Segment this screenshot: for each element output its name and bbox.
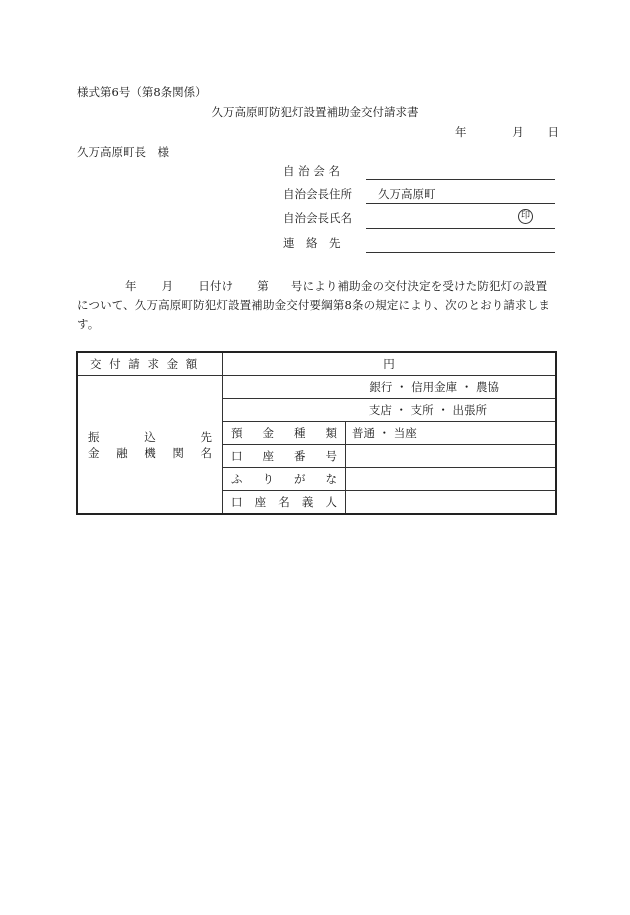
statement-month: 月 [161,279,174,293]
label-char: 関 [172,445,184,460]
request-statement [77,277,557,334]
bank-destination-label [77,376,223,515]
furigana-value[interactable] [346,468,557,491]
label-char: 座 [262,449,274,463]
field-label-association-name: 自 治 会 名 [283,164,340,178]
underline [366,252,555,253]
date-line [455,124,559,140]
label-char: 融 [116,445,128,460]
amount-label-value: 交 付 請 求 金 額 [90,357,200,371]
field-label-president-name: 自治会長氏名 [283,211,352,225]
date-year: 年 [455,125,467,139]
statement-rest: 号により補助金の交付決定を受けた防犯灯の設置について、久万高原町防犯灯設置補助金交付要綱第8条の規定により、次のとおり請求します。 [77,279,551,331]
amount-label-text [84,356,216,372]
label-char: 番 [294,449,306,463]
label-char: 号 [325,449,337,463]
bank-label-line2 [84,445,216,461]
account-number-value[interactable] [346,445,557,468]
statement-dated: 日付け [198,279,234,293]
label-char: 振 [88,429,100,444]
label-char: 義 [301,495,314,509]
field-value-president-address[interactable]: 久万高原町 [378,187,436,201]
label-char: が [294,472,306,486]
bank-types: 銀行 ・ 信用金庫 ・ 農協 [369,380,499,394]
amount-unit: 円 [383,357,395,371]
label-char: 預 [231,426,243,440]
label-char: 先 [200,429,212,444]
bank-label-line1 [84,429,216,445]
account-number-label [223,445,346,468]
amount-cell[interactable] [223,352,557,376]
label-char: り [262,472,274,486]
account-holder-value[interactable] [346,491,557,515]
furigana-label [223,468,346,491]
statement-no-prefix: 第 [257,279,269,293]
label-char: 金 [88,445,100,460]
label-char: 類 [325,426,337,440]
label-char: 込 [144,429,156,444]
label-char: 口 [231,495,243,509]
form-number: 様式第6号（第8条関係） [77,85,207,99]
label-char: 種 [294,426,306,440]
document-title: 久万高原町防犯灯設置補助金交付請求書 [211,105,419,119]
field-label-president-address: 自治会長住所 [283,187,352,201]
table-row [77,352,556,376]
field-label-contact: 連 絡 先 [283,236,341,250]
label-char: 口 [231,449,243,463]
date-day: 日 [547,125,559,139]
label-char: 名 [200,445,212,460]
account-holder-label [223,491,346,515]
label-char: 金 [262,426,274,440]
amount-label [77,352,223,376]
underline [366,228,555,229]
label-char: な [325,472,337,486]
statement-year: 年 [125,279,137,293]
bank-type-cell[interactable] [223,376,557,399]
underline [366,179,555,180]
seal-mark: 印 [518,209,533,224]
label-char: 人 [325,495,337,509]
branch-type-cell[interactable] [223,399,557,422]
bank-transfer-table [76,351,557,515]
label-char: 座 [254,495,267,509]
label-char: 名 [278,495,290,509]
deposit-type-label [223,422,346,445]
underline [366,203,555,204]
label-char: ふ [231,472,243,486]
deposit-type-options: 普通 ・ 当座 [352,426,417,440]
branch-types: 支店 ・ 支所 ・ 出張所 [368,403,487,417]
deposit-type-value[interactable] [346,422,557,445]
addressee: 久万高原町長 様 [77,145,169,159]
table-row [77,376,556,399]
date-month: 月 [512,125,524,139]
label-char: 機 [144,445,156,460]
